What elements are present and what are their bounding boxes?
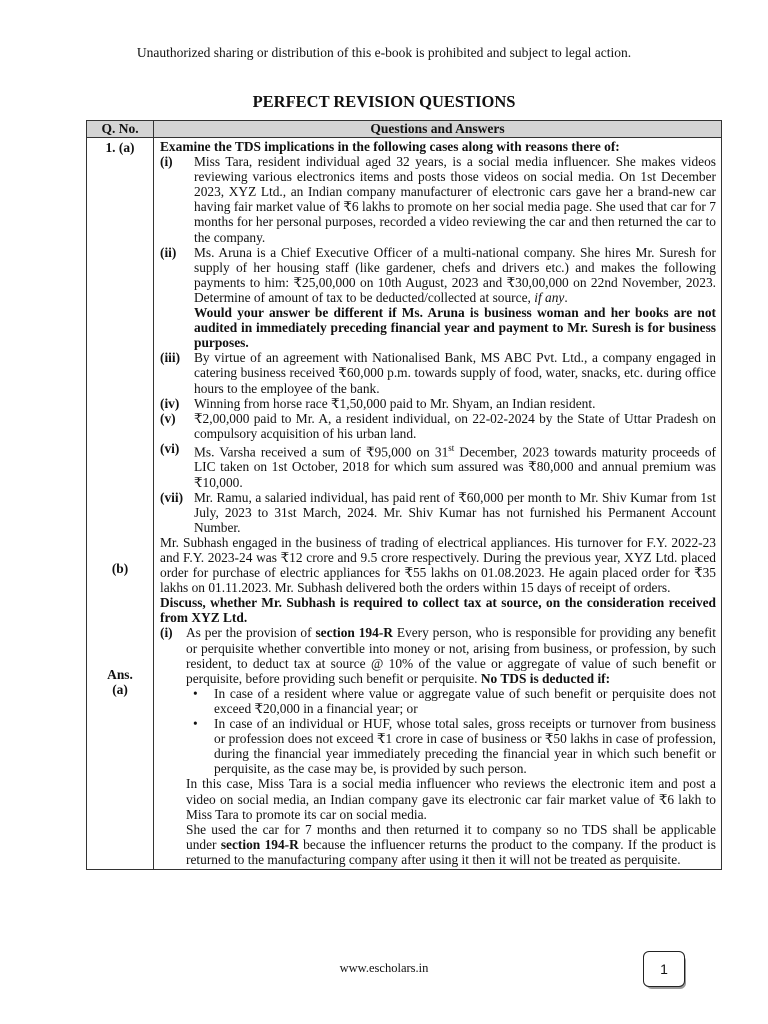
item-text: Mr. Ramu, a salaried individual, has paid rent of ₹60,000 per month to Mr. Shiv Kumar from 1st July, 2023 to 31st March, 2024. Mr. Shiv Kumar has not furnished his Permanent Account Number. <box>194 489 716 535</box>
item-text <box>194 441 716 490</box>
qno-ans: Ans. <box>107 667 133 682</box>
footer-website[interactable]: www.escholars.in <box>339 961 429 975</box>
table-header <box>87 121 721 138</box>
questions-table <box>86 120 722 870</box>
para-text: because the influencer returns the product to the company. If the product is returned to the manufacturing company after using it then it will not be treated as perquisite. <box>186 836 716 867</box>
item-text-pre: Ms. Varsha received a sum of ₹95,000 on 31 <box>194 444 449 460</box>
item-number: (v) <box>160 410 176 426</box>
item-number: (vi) <box>160 440 180 456</box>
qno-1a: 1. (a) <box>105 140 135 155</box>
bullet-text: In case of an individual or HUF, whose total sales, gross receipts or turnover from business or profession does not exceed ₹1 crore in case of business or ₹50 lakhs in case of profession, during the financial year immediately preceding the financial year in which such benefit or perquisite, as the case may be, is provided by such person. <box>214 716 716 777</box>
answer-text <box>186 625 716 867</box>
table-body <box>87 138 721 869</box>
section-ref: section 194-R <box>220 836 299 852</box>
answer-para-1 <box>186 625 716 685</box>
item-text: Winning from horse race ₹1,50,000 paid to Mr. Shyam, an Indian resident. <box>194 395 596 411</box>
answer-a-i <box>160 625 716 867</box>
q1a-intro: Examine the TDS implications in the following cases along with reasons there of: <box>160 139 620 154</box>
bullet-item <box>190 716 716 776</box>
item-number: (ii) <box>160 244 177 260</box>
para-text: She used the car for 7 months and then returned it to company so no TDS shall be applicable under <box>186 821 716 852</box>
section-ref: section 194-R <box>315 625 393 641</box>
item-number: (i) <box>160 154 173 170</box>
item-text-main: Ms. Aruna is a Chief Executive Officer of a multi-national company. She hires Mr. Suresh for supply of her housing staff (like gardener, chefs and drivers etc.) and makes the following payments to him: ₹25,00,000 on 10th August, 2023 and ₹30,00,000 on 22nd November, 2023. Determine of amount of tax to be deducted/collected at source, <box>194 244 716 305</box>
header-questions: Questions and Answers <box>370 121 505 136</box>
q1a-item-vii <box>160 490 716 535</box>
para-text: As per the provision of <box>186 625 316 641</box>
item-sup: st <box>448 442 455 453</box>
item-text: Miss Tara, resident individual aged 32 years, is a social media influencer. She makes videos reviewing various electronics items and posts those videos on social media. On 1st December 2023, XYZ Ltd., an Indian company manufacturer of electronic cars gave her a brand-new car having fair market value of ₹6 lakhs to promote on her social media page. She used that car for 7 months for her personal purposes, recorded a video reviewing the car and then returned the car to the company. <box>194 154 716 245</box>
q1a-item-iv <box>160 396 716 411</box>
bullet-icon: • <box>193 716 198 732</box>
item-text: ₹2,00,000 paid to Mr. A, a resident individual, on 22-02-2024 by the State of Uttar Pradesh on compulsory acquisition of his urban land. <box>194 410 716 441</box>
answer-number: (i) <box>160 625 173 641</box>
q1a-item-iii <box>160 350 716 395</box>
page-title: PERFECT REVISION QUESTIONS <box>252 92 516 111</box>
q1a-item-vi <box>160 441 716 490</box>
qno-ans-a: (a) <box>112 682 128 697</box>
page-number: 1 <box>643 951 685 987</box>
header-qno: Q. No. <box>87 121 154 137</box>
bullet-icon: • <box>193 685 198 701</box>
item-number: (iv) <box>160 395 180 411</box>
bullet-text: In case of a resident where value or aggregate value of such benefit or perquisite does not exceed ₹20,000 in a financial year; or <box>214 685 716 716</box>
para-bold: No TDS is deducted if: <box>480 670 611 686</box>
q1a-item-v <box>160 411 716 441</box>
item-text-italic: if any <box>534 289 565 305</box>
q1b-text: Mr. Subhash engaged in the business of trading of electrical appliances. His turnover for F.Y. 2022-23 and F.Y. 2023-24 was ₹12 crore and 9.5 crore respectively. During the previous year, XYZ Ltd. placed order for purchase of electric appliances for ₹55 lakhs on 01.08.2023. He again placed order for ₹35 lakhs on 01.11.2023. Mr. Subhash delivered both the orders within 15 days of receipt of orders. <box>160 534 716 596</box>
answers-column <box>154 138 721 869</box>
item-bold-question: Would your answer be different if Ms. Aruna is business woman and her books are not audited in immediately preceding financial year and payment to Mr. Suresh is for business purposes. <box>194 305 716 351</box>
copyright-notice: Unauthorized sharing or distribution of this e-book is prohibited and subject to legal action. <box>136 45 632 60</box>
item-number: (iii) <box>160 350 181 366</box>
answer-para-3 <box>186 822 716 867</box>
qno-column <box>87 138 154 869</box>
item-text: By virtue of an agreement with Nationalised Bank, MS ABC Pvt. Ltd., a company engaged in catering business received ₹60,000 p.m. towards supply of food, water, snacks, etc. during office hours to the employee of the bank. <box>194 350 716 396</box>
para-text: Every person, who is responsible for providing any benefit or perquisite whether convertible into money or not, arising from business, or profession, by such resident, to deduct tax at source @ 10% of the value or aggregate of value of such benefit or perquisite, before providing such benefit or perquisite. <box>186 625 716 686</box>
item-text-end: . <box>564 289 568 305</box>
q1a-item-i <box>160 154 716 245</box>
item-text <box>194 245 716 351</box>
q1a-item-ii <box>160 245 716 351</box>
item-number: (vii) <box>160 489 184 505</box>
q1b-question: Discuss, whether Mr. Subhash is required to collect tax at source, on the consideration received from XYZ Ltd. <box>160 595 716 626</box>
bullet-item <box>190 686 716 716</box>
answer-para-2: In this case, Miss Tara is a social media influencer who reviews the electronic item and post a video on social media, an Indian company gave its electronic car fair market value of ₹6 lakh to Miss Tara to promote its car on social media. <box>186 776 716 822</box>
qno-1b: (b) <box>111 561 129 576</box>
item-text-main: December, 2023 towards maturity proceeds of LIC taken on 1st October, 2018 for which sum assured was ₹80,000 and annual premium was ₹10,000. <box>194 444 716 490</box>
